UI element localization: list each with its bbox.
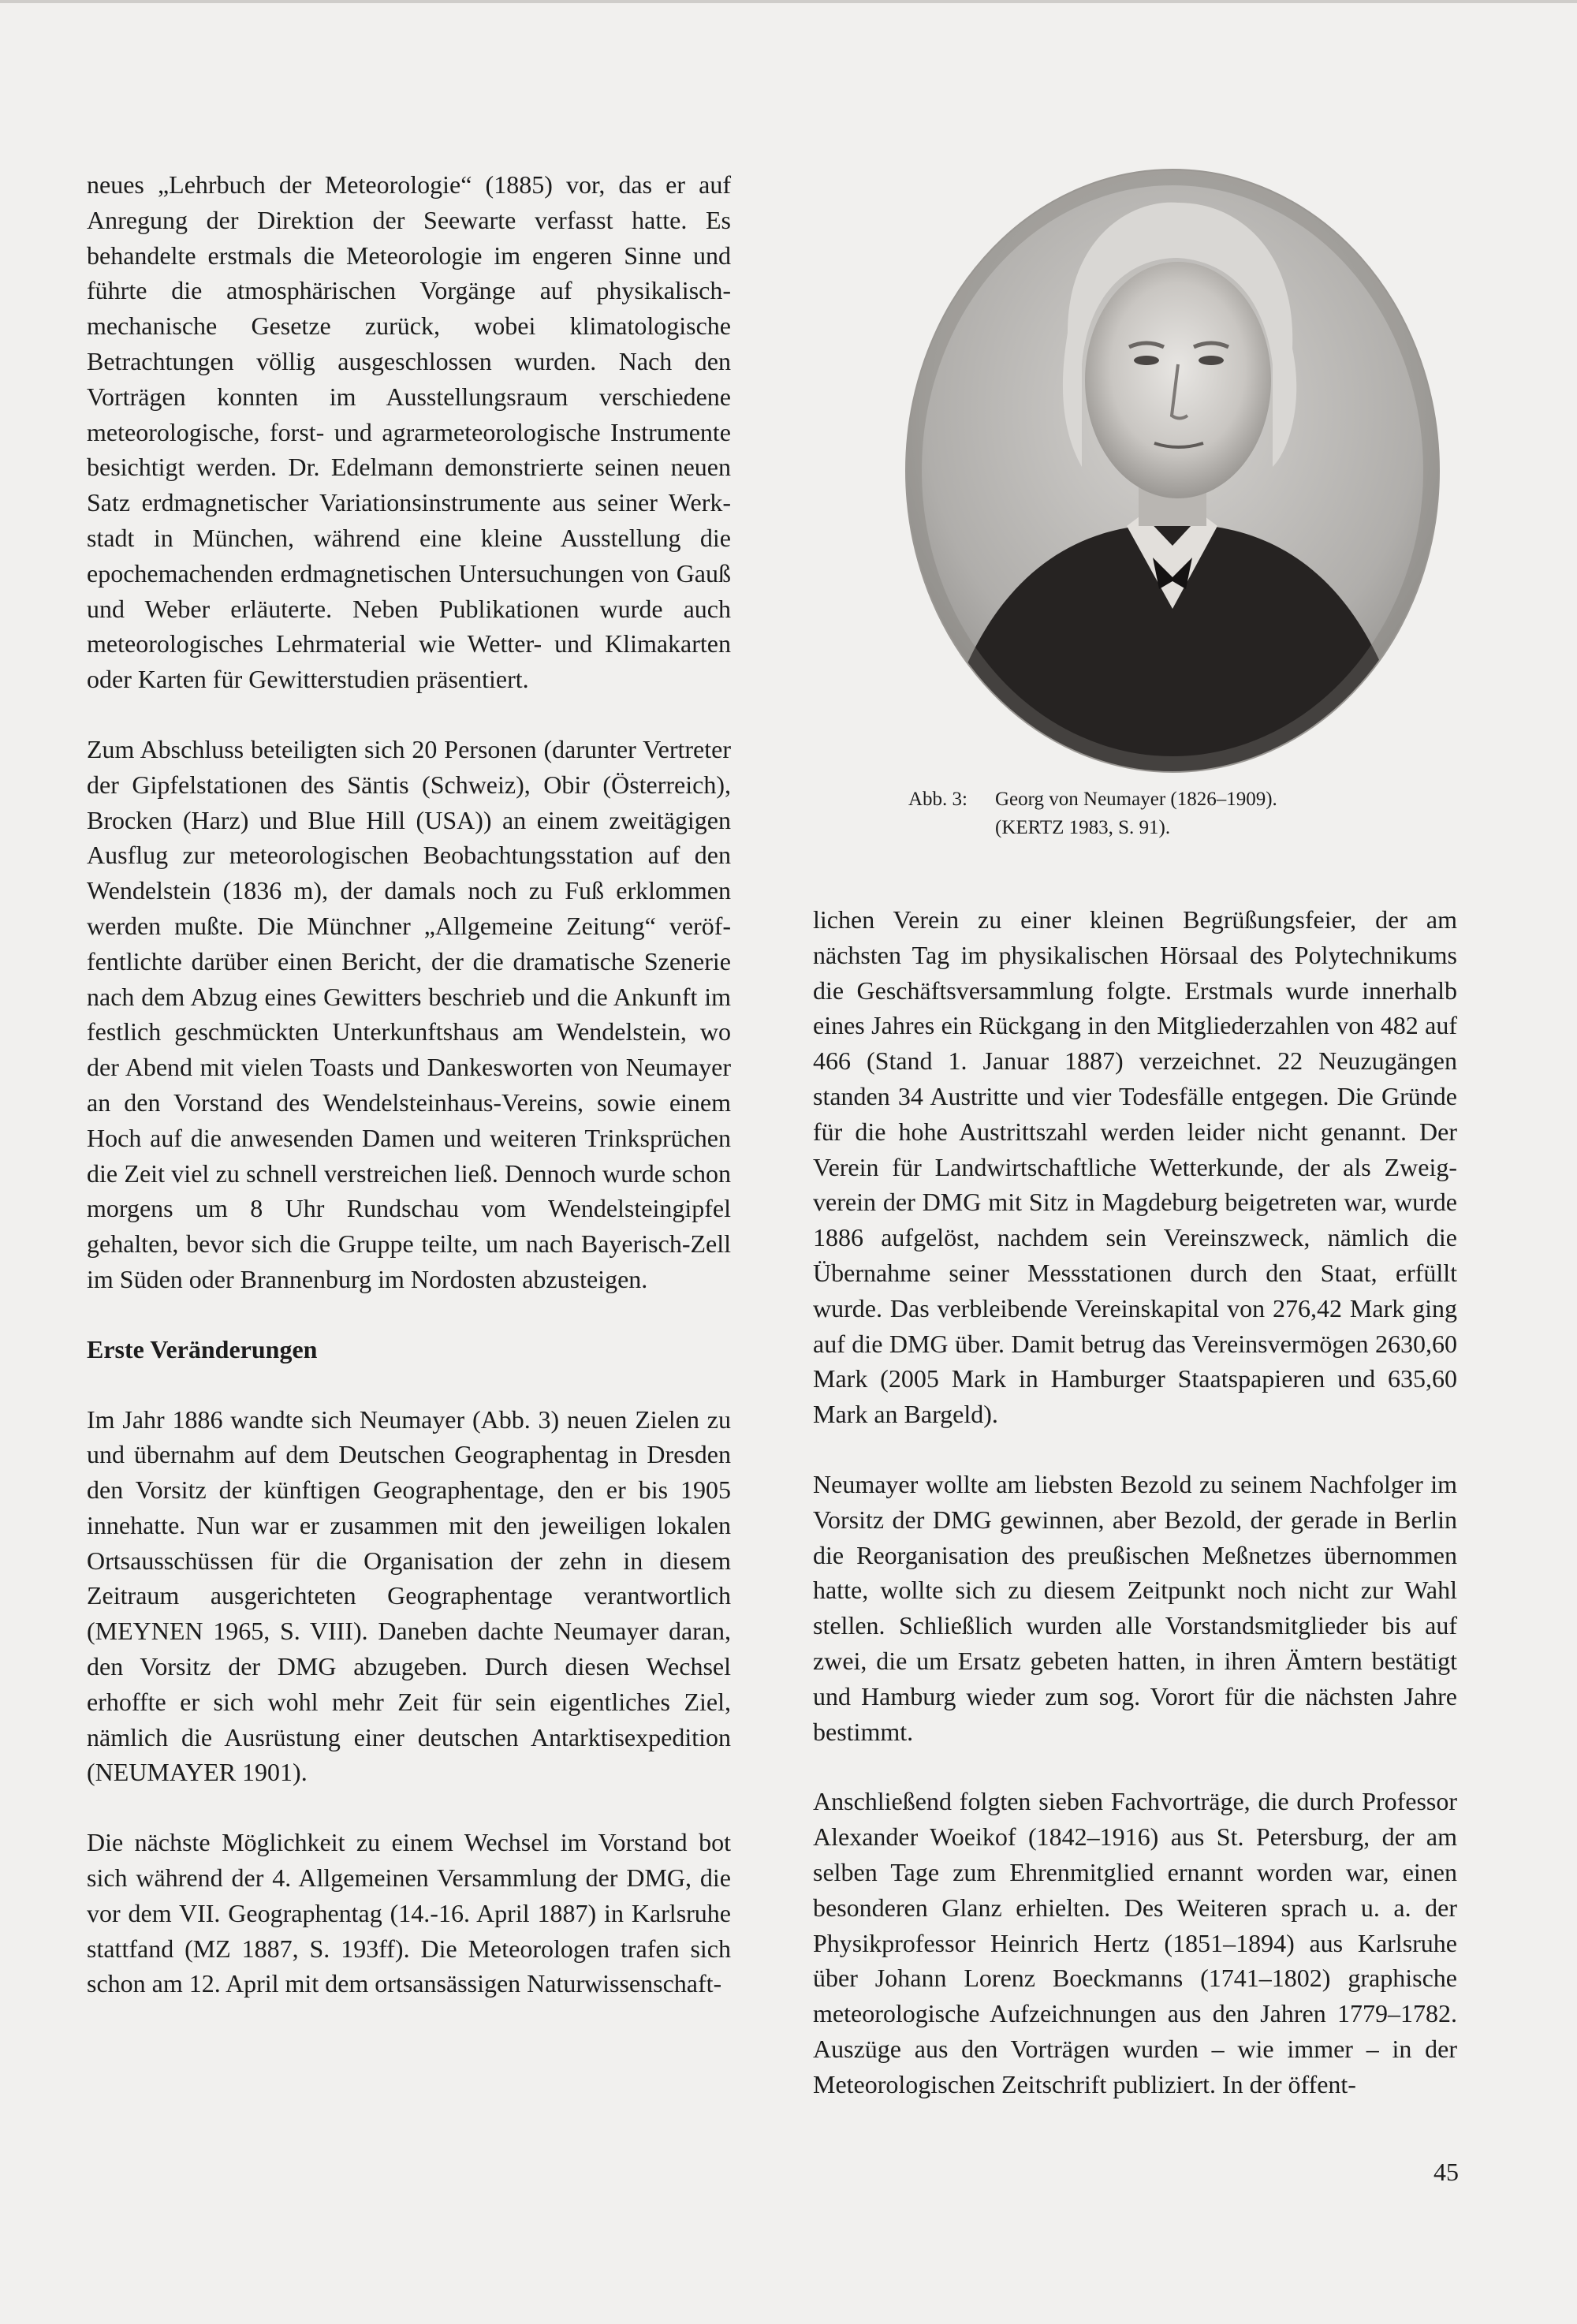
paragraph: Im Jahr 1886 wandte sich Neumayer (Abb. 3) neuen Zielen zu und übernahm auf dem Deutschen Geographentag in Dresden den Vorsitz der künftigen Geographentage, den er bis 1905 innehatte. Nun war er zusammen mit den jeweiligen lokalen Ortsausschüssen für die Organisation der zehn in diesem Zeitraum ausgerichteten Geographentage verantwortlich (MEYNEN 1965, S. VIII). Daneben dachte Neumayer daran, den Vorsitz der DMG abzugeben. Durch diesen Wechsel erhoffte er sich wohl mehr Zeit für sein eigentliches Ziel, nämlich die Ausrüstung einer deutschen Antarktisexpedition (NEUMAYER 1901). xyxy=(87,1404,731,1787)
paragraph: neues „Lehrbuch der Meteorologie“ (1885) vor, das er auf Anregung der Direktion der Seewarte verfasst hatte. Es behandelte erstmals die Meteorologie im engeren Sinne und führte die atmosphärischen Vorgänge auf physikalisch-mechanische Gesetze zurück, wobei klimatologische Betrachtungen völlig ausgeschlossen wurden. Nach den Vorträgen konnten im Ausstellungsraum verschiedene meteorologische, forst- und agrarmeteorologische Instrumente besichtigt werden. Dr. Edelmann demonstrierte seinen neuen Satz erdmagnetischer Variationsinstrumente aus seiner Werkstadt in München, während eine kleine Ausstellung die epochemachenden erdmagnetischen Untersuchungen von Gauß und Weber erläuterte. Neben Publikationen wurde auch meteorologisches Lehrmaterial wie Wetter- und Klimakarten oder Karten für Gewitterstudien präsentiert. xyxy=(87,170,731,694)
section-heading: Erste Veränderungen xyxy=(87,1334,318,1363)
paragraph: lichen Verein zu einer kleinen Begrüßungsfeier, der am nächsten Tag im physikalischen Hörsaal des Polytechnikums die Geschäftsversammlung folgte. Erstmals wurde innerhalb eines Jahres ein Rückgang in den Mitgliederzahlen von 482 auf 466 (Stand 1. Januar 1887) verzeichnet. 22 Neuzugängen standen 34 Austritte und vier Todesfälle entgegen. Die Gründe für die hohe Austrittszahl werden leider nicht genannt. Der Verein für Landwirtschaftliche Wetterkunde, der als Zweigverein der DMG mit Sitz in Magdeburg beigetreten war, wurde 1886 aufgelöst, nachdem sein Vereinszweck, nämlich die Übernahme seiner Messstationen durch den Staat, erfüllt wurde. Das verbleibende Vereinskapital von 276,42 Mark ging auf die DMG über. Damit betrug das Vereinsvermögen 2630,60 Mark (2005 Mark in Hamburger Staatspapieren und 635,60 Mark an Bargeld). xyxy=(813,905,1457,1429)
figure-caption xyxy=(908,785,1437,842)
page-number: 45 xyxy=(1433,2158,1459,2186)
caption-source: (KERTZ 1983, S. 91). xyxy=(995,817,1171,838)
caption-label: Abb. 3: xyxy=(908,789,967,810)
page-top-edge xyxy=(0,0,1577,3)
caption-title: Georg von Neumayer (1826–1909). xyxy=(995,789,1277,810)
paragraph: Zum Abschluss beteiligten sich 20 Personen (darunter Vertreter der Gipfelstationen des Säntis (Schweiz), Obir (Österreich), Brocken (Harz) und Blue Hill (USA)) an einem zweitägigen Ausflug zur meteorologischen Beobachtungsstation auf den Wendelstein (1836 m), der damals noch zu Fuß erklommen werden mußte. Die Münchner „Allgemeine Zeitung“ veröffentlichte darüber einen Bericht, der die dramatische Szenerie nach dem Abzug eines Gewitters beschrieb und die Ankunft im festlich geschmückten Unterkunftshaus am Wendelstein, wo der Abend mit vielen Toasts und Dankesworten von Neumayer an den Vorstand des Wendelsteinhaus-Vereins, sowie einem Hoch auf die anwesenden Damen und weiteren Trinksprüchen die Zeit viel zu schnell verstreichen ließ. Dennoch wurde schon morgens um 8 Uhr Rundschau vom Wendelsteingipfel gehalten, bevor sich die Gruppe teilte, um nach Bayerisch-Zell im Süden oder Brannenburg im Nordosten abzusteigen. xyxy=(87,734,731,1293)
paragraph: Neumayer wollte am liebsten Bezold zu seinem Nachfolger im Vorsitz der DMG gewinnen, aber Bezold, der gerade in Berlin die Reorganisation des preußischen Meßnetzes übernommen hatte, wollte sich zu diesem Zeitpunkt noch nicht zur Wahl stellen. Schließlich wurden alle Vorstandsmitglieder bis auf zwei, die um Ersatz gebeten hatten, in ihren Ämtern bestätigt und Hamburg wieder zum sog. Vorort für die nächsten Jahre bestimmt. xyxy=(813,1469,1457,1746)
portrait-photo xyxy=(902,167,1443,774)
left-text-column xyxy=(87,167,731,2001)
right-text-column xyxy=(813,902,1457,2102)
paragraph: Anschließend folgten sieben Fachvorträge, die durch Professor Alexander Woeikof (1842–1916) aus St. Petersburg, der am selben Tage zum Ehrenmitglied ernannt worden war, einen besonderen Glanz erhielten. Des Weiteren sprach u. a. der Physikprofessor Heinrich Hertz (1851–1894) aus Karlsruhe über Johann Lorenz Boeckmanns (1741–1802) graphische meteorologische Aufzeichnungen aus den Jahren 1779–1782. Auszüge aus den Vorträgen wurden – wie immer – in der Meteorologischen Zeitschrift publiziert. In der öffent- xyxy=(813,1787,1457,2098)
paragraph: Die nächste Möglichkeit zu einem Wechsel im Vorstand bot sich während der 4. Allgemeinen Versammlung der DMG, die vor dem VII. Geographentag (14.-16. April 1887) in Karlsruhe stattfand (MZ 1887, S. 193ff). Die Meteorologen trafen sich schon am 12. April mit dem ortsansässigen Naturwissenschaft- xyxy=(87,1828,731,1998)
